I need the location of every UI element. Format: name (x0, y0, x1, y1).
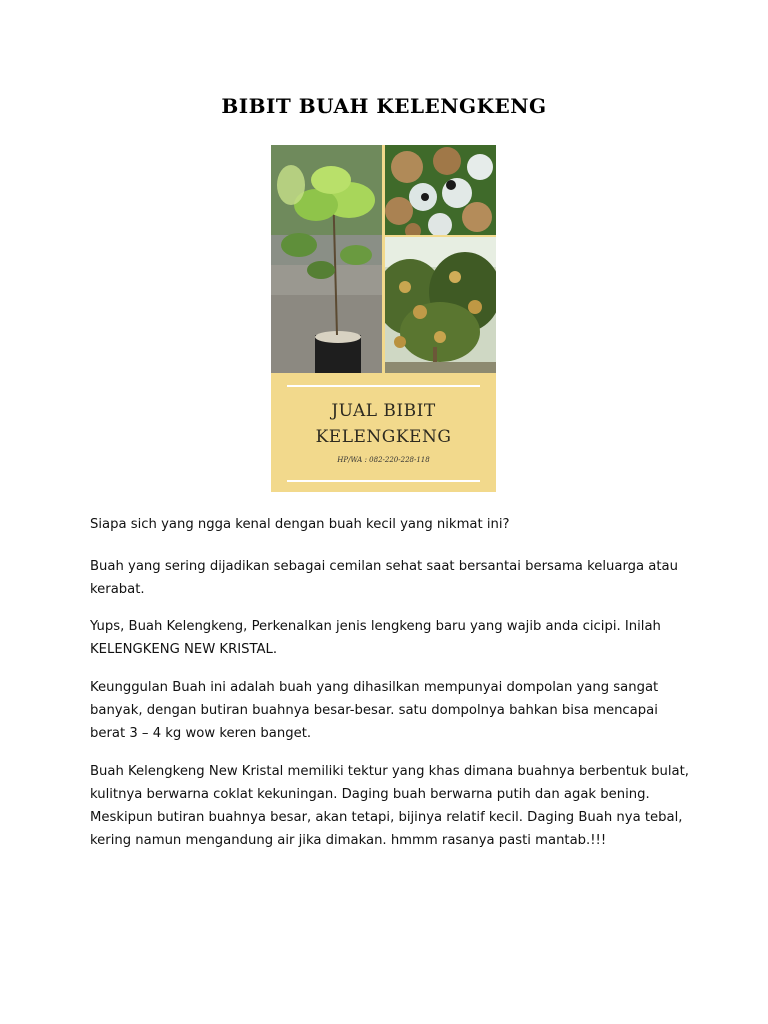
paragraph-snack: Buah yang sering dijadikan sebagai cemilan sehat saat bersantai bersama keluarga atau kerabat. (90, 559, 678, 597)
poster-contact: HP/WA : 082-220-228-118 (337, 456, 430, 464)
poster-headline-line1: JUAL BIBIT (331, 401, 436, 421)
paragraph-advantages: Keunggulan Buah ini adalah buah yang dihasilkan mempunyai dompolan yang sangat banyak, dengan butiran buahnya besar-besar. satu dompolnya bahkan bisa mencapai berat 3 – 4 kg wow keren banget. (90, 680, 659, 741)
promo-poster-image (271, 145, 496, 492)
poster-divider-top (287, 385, 480, 387)
poster-divider-bottom (287, 480, 480, 482)
longan-tree-photo (385, 237, 496, 373)
paragraph-description: Buah Kelengkeng New Kristal memiliki tektur yang khas dimana buahnya berbentuk bulat, kulitnya berwarna coklat kekuningan. Daging buah berwarna putih dan agak bening. Meskipun butiran buahnya besar, akan tetapi, bijinya relatif kecil. Daging Buah nya tebal, kering namun mengandung air jika dimakan. hmmm rasanya pasti mantab.!!! (90, 764, 689, 848)
document-title: BIBIT BUAH KELENGKENG (221, 94, 547, 118)
paragraph-intro: Siapa sich yang ngga kenal dengan buah kecil yang nikmat ini? (90, 517, 510, 532)
poster-headline-line2: KELENGKENG (315, 427, 452, 447)
paragraph-new-kristal: Yups, Buah Kelengkeng, Perkenalkan jenis lengkeng baru yang wajib anda cicipi. Inilah KELENGKENG NEW KRISTAL. (90, 619, 661, 657)
seedling-photo (271, 145, 382, 373)
longan-fruit-photo (385, 145, 496, 235)
